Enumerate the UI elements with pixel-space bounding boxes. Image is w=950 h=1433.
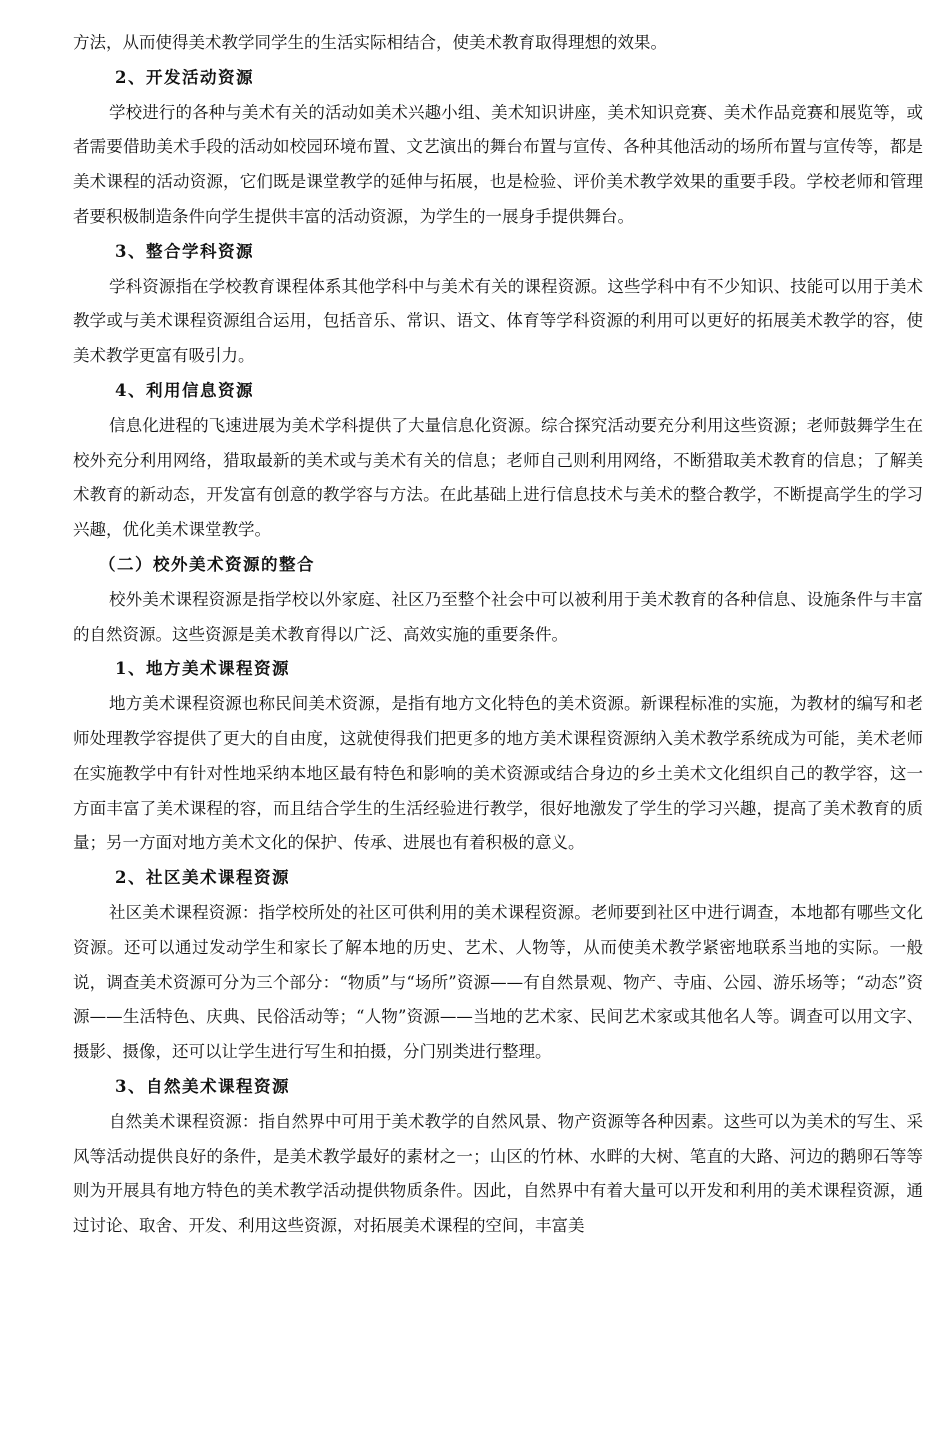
section-heading: （二）校外美术资源的整合: [99, 554, 315, 574]
subheading: 3、整合学科资源: [115, 241, 254, 261]
subheading: 2、开发活动资源: [115, 67, 254, 87]
subheading: 1、地方美术课程资源: [115, 659, 290, 679]
paragraph: 社区美术课程资源：指学校所处的社区可供利用的美术课程资源。老师要到社区中进行调查，本地都有哪些文化资源。还可以通过发动学生和家长了解本地的历史、艺术、人物等，从而使美术教学紧密地联系当地的实际。一般说，调查美术资源可分为三个部分：“物质”与“场所”资源——有自然景观、物产、寺庙、公园、游乐场等；“动态”资源——生活特色、庆典、民俗活动等；“人物”资源——当地的艺术家、民间艺术家或其他名人等。调查可以用文字、摄影、摄像，还可以让学生进行写生和拍摄，分门别类进行整理。: [73, 902, 923, 1062]
paragraph: 学科资源指在学校教育课程体系其他学科中与美术有关的课程资源。这些学科中有不少知识、技能可以用于美术教学或与美术课程资源组合运用，包括音乐、常识、语文、体育等学科资源的利用可以更好的拓展美术教学的容，使美术教学更富有吸引力。: [73, 276, 923, 366]
paragraph: 自然美术课程资源：指自然界中可用于美术教学的自然风景、物产资源等各种因素。这些可以为美术的写生、采风等活动提供良好的条件，是美术教学最好的素材之一；山区的竹林、水畔的大树、笔直的大路、河边的鹅卵石等等则为开展具有地方特色的美术教学活动提供物质条件。因此，自然界中有着大量可以开发和利用的美术课程资源，通过讨论、取舍、开发、利用这些资源，对拓展美术课程的空间，丰富美: [73, 1111, 923, 1236]
paragraph: 校外美术课程资源是指学校以外家庭、社区乃至整个社会中可以被利用于美术教育的各种信息、设施条件与丰富的自然资源。这些资源是美术教育得以广泛、高效实施的重要条件。: [73, 589, 923, 644]
subheading: 3、自然美术课程资源: [115, 1076, 290, 1096]
subheading: 2、社区美术课程资源: [115, 868, 290, 888]
paragraph: 信息化进程的飞速进展为美术学科提供了大量信息化资源。综合探究活动要充分利用这些资源；老师鼓舞学生在校外充分利用网络，猎取最新的美术或与美术有关的信息；老师自己则利用网络，不断猎取美术教育的信息；了解美术教育的新动态，开发富有创意的教学容与方法。在此基础上进行信息技术与美术的整合教学，不断提高学生的学习兴趣，优化美术课堂教学。: [73, 415, 923, 540]
subheading: 4、利用信息资源: [115, 380, 254, 400]
paragraph: 地方美术课程资源也称民间美术资源，是指有地方文化特色的美术资源。新课程标准的实施，为教材的编写和老师处理教学容提供了更大的自由度，这就使得我们把更多的地方美术课程资源纳入美术教学系统成为可能，美术老师在实施教学中有针对性地采纳本地区最有特色和影响的美术资源或结合身边的乡土美术文化组织自己的教学容，这一方面丰富了美术课程的容，而且结合学生的生活经验进行教学，很好地激发了学生的学习兴趣，提高了美术教育的质量；另一方面对地方美术文化的保护、传承、进展也有着积极的意义。: [73, 694, 923, 853]
paragraph: 学校进行的各种与美术有关的活动如美术兴趣小组、美术知识讲座，美术知识竞赛、美术作品竞赛和展览等，或者需要借助美术手段的活动如校园环境布置、文艺演出的舞台布置与宣传、各种其他活动的场所布置与宣传等，都是美术课程的活动资源，它们既是课堂教学的延伸与拓展，也是检验、评价美术教学效果的重要手段。学校老师和管理者要积极制造条件向学生提供丰富的活动资源，为学生的一展身手提供舞台。: [73, 102, 923, 226]
document-body: [73, 26, 923, 1244]
paragraph: 方法，从而使得美术教学同学生的生活实际相结合，使美术教育取得理想的效果。: [73, 33, 667, 52]
